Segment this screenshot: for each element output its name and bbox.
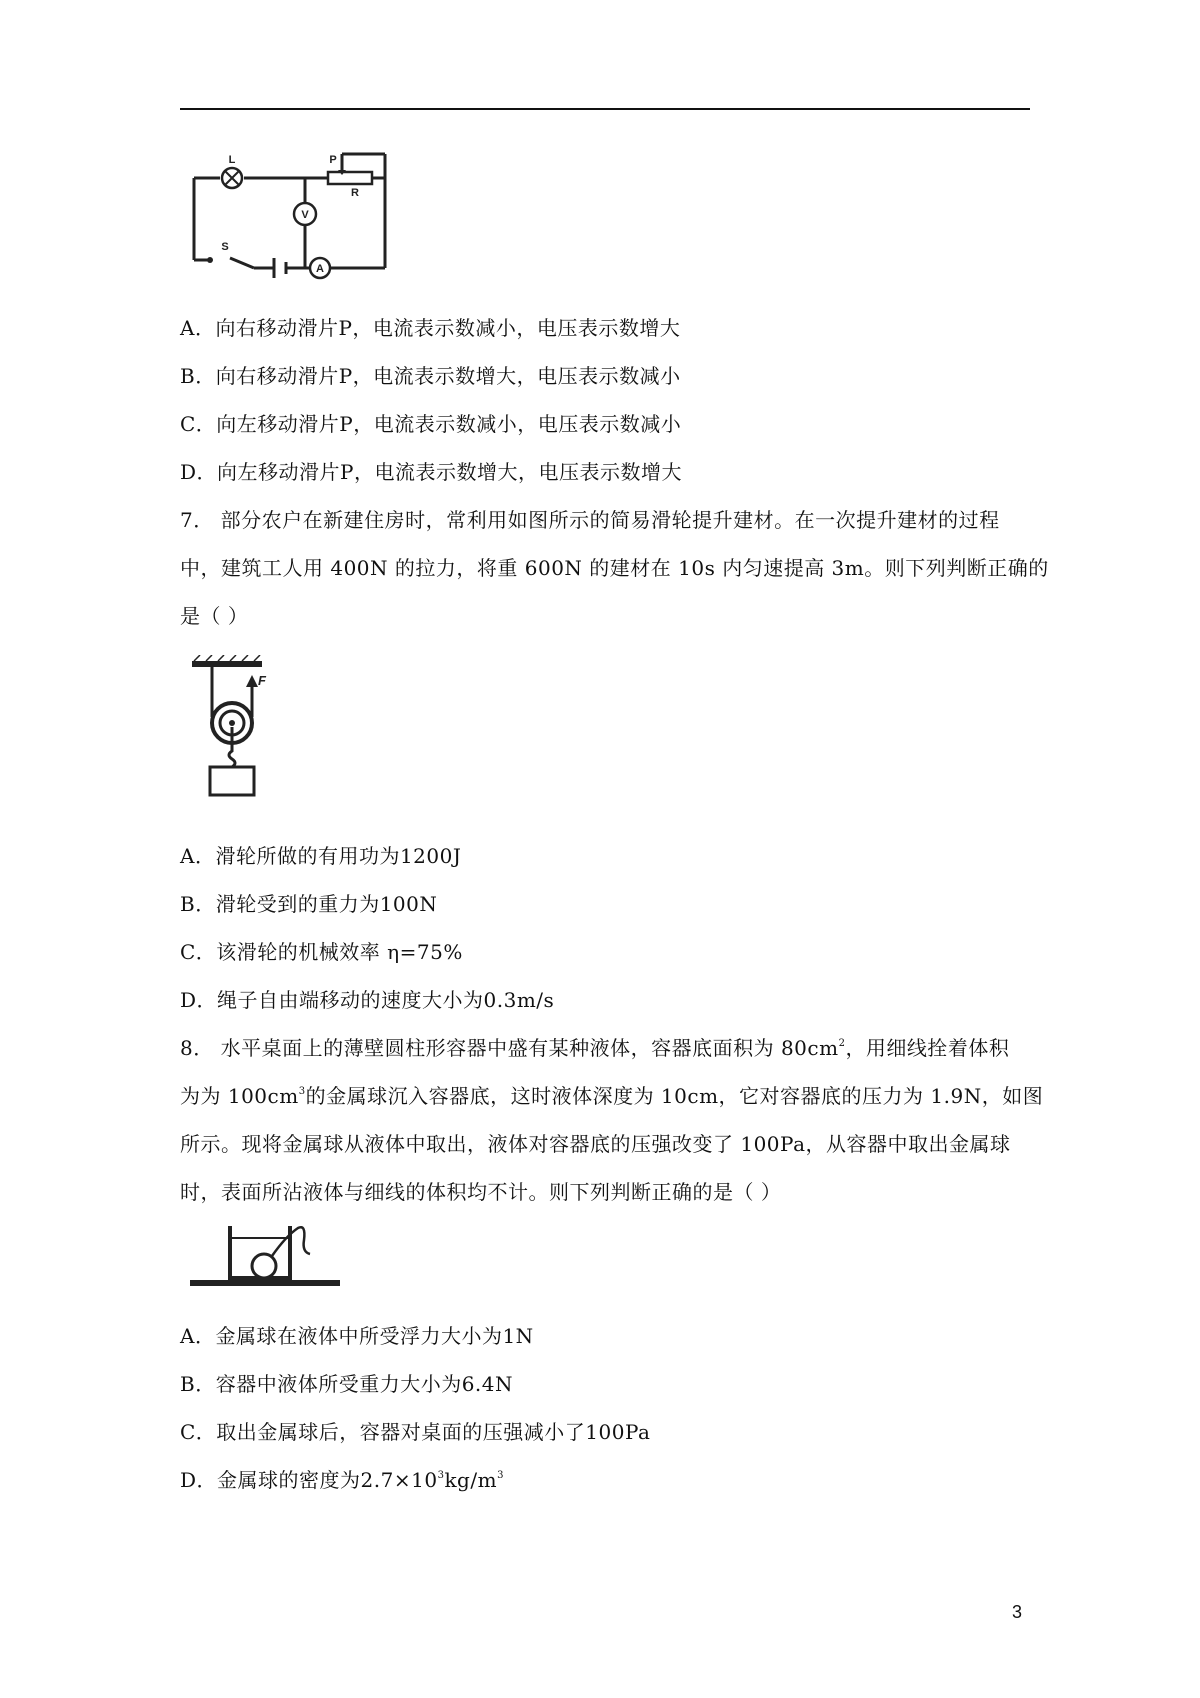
- q7-stem-line1: 7． 部分农户在新建住房时，常利用如图所示的简易滑轮提升建材。在一次提升建材的过程: [180, 508, 1000, 532]
- building-material-box: [210, 767, 254, 795]
- q8-stem-line1: 8． 水平桌面上的薄壁圆柱形容器中盛有某种液体，容器底面积为 $80cm^2$，用细线拴着体积: [180, 1036, 1010, 1060]
- metal-ball: [252, 1254, 276, 1278]
- q7-option-d: D．绳子自由端移动的速度大小为0.3m/s: [180, 988, 555, 1012]
- q8-option-c: C．取出金属球后，容器对桌面的压强减小了100Pa: [180, 1420, 651, 1444]
- rheostat-symbol: [328, 172, 372, 184]
- q8-option-a: A．金属球在液体中所受浮力大小为1N: [180, 1324, 534, 1348]
- q7-stem-line2: 中，建筑工人用 400N 的拉力，将重 600N 的建材在 10s 内匀速提高 3m。则下列判断正确的: [180, 556, 1049, 580]
- q7-option-a: A．滑轮所做的有用功为1200J: [180, 844, 462, 868]
- q8-option-d: D．金属球的密度为$2.7\times 10^3kg/m^3$: [180, 1468, 504, 1492]
- q6-option-a: A．向右移动滑片P，电流表示数减小，电压表示数增大: [180, 316, 681, 340]
- switch-label: S: [221, 241, 229, 253]
- page-number: 3: [1012, 1602, 1023, 1622]
- q8-stem-line4: 时，表面所沾液体与细线的体积均不计。则下列判断正确的是（ ）: [180, 1180, 782, 1204]
- q6-option-d: D．向左移动滑片P，电流表示数增大，电压表示数增大: [180, 460, 682, 484]
- resistor-label: R: [351, 187, 359, 199]
- lamp-label: L: [228, 154, 236, 166]
- q6-option-b: B．向右移动滑片P，电流表示数增大，电压表示数减小: [180, 364, 681, 388]
- q7-option-c: C．该滑轮的机械效率 η=75%: [180, 940, 463, 964]
- pulley-diagram: [190, 655, 310, 815]
- q8-stem-line3: 所示。现将金属球从液体中取出，液体对容器底的压强改变了 100Pa，从容器中取出金属球: [180, 1132, 1011, 1156]
- ammeter-label: A: [316, 263, 324, 275]
- q8-stem-line2: 为为 $100cm^3$的金属球沉入容器底，这时液体深度为 10cm，它对容器底的压力为 1.9N，如图: [180, 1084, 1044, 1108]
- slider-label: P: [329, 154, 337, 166]
- q7-stem-line3: 是（ ）: [180, 604, 249, 628]
- circuit-diagram: [190, 150, 400, 290]
- q8-option-b: B．容器中液体所受重力大小为6.4N: [180, 1372, 514, 1396]
- voltmeter-label: V: [301, 209, 309, 221]
- force-label: F: [258, 673, 266, 688]
- q7-option-b: B．滑轮受到的重力为100N: [180, 892, 438, 916]
- header-rule: [180, 108, 1030, 110]
- q6-option-c: C．向左移动滑片P，电流表示数减小，电压表示数减小: [180, 412, 682, 436]
- container-diagram: [190, 1222, 350, 1292]
